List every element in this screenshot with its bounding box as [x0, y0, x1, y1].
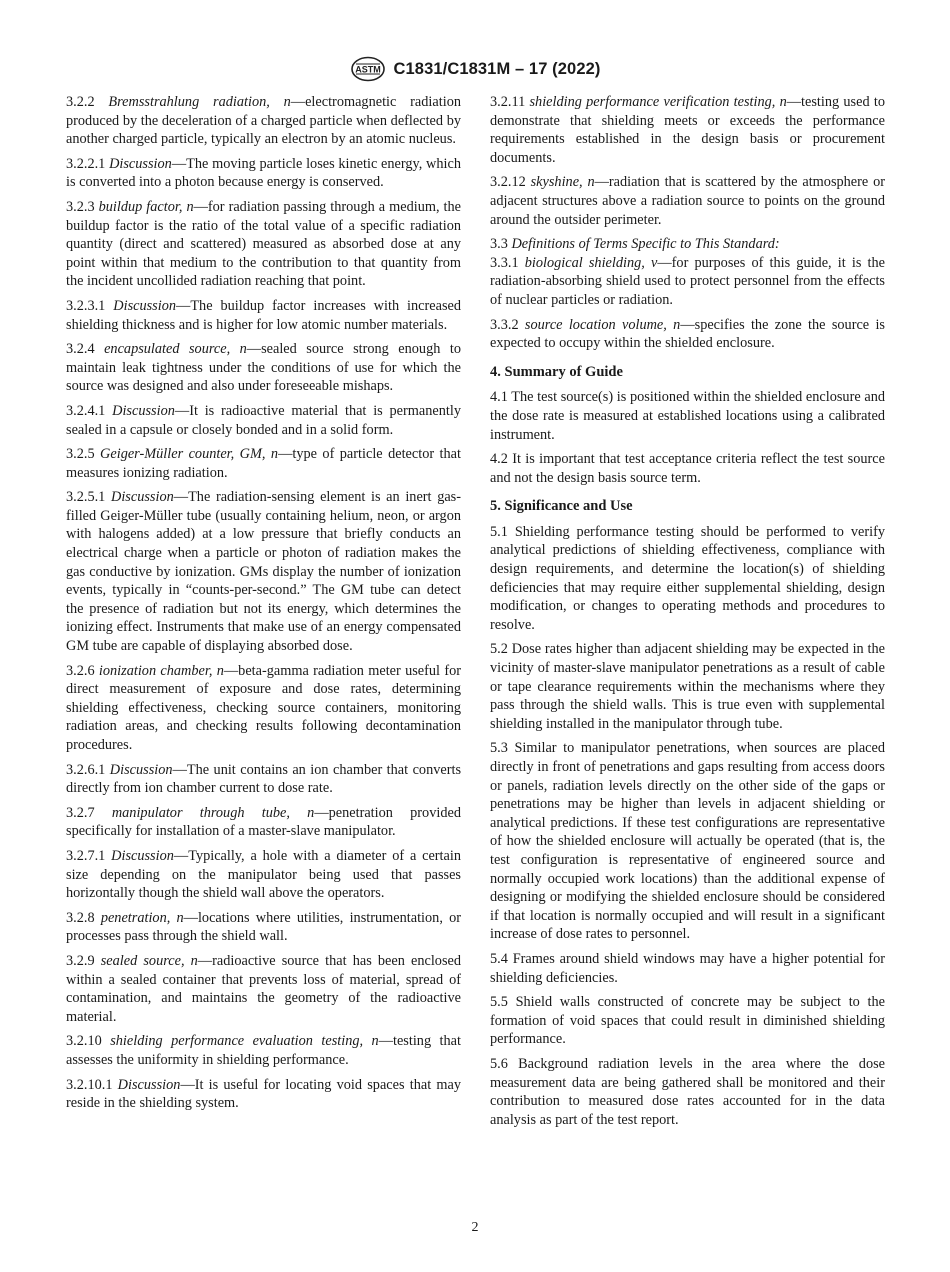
- definition-term: Discussion: [113, 297, 177, 314]
- definition-text: —The moving particle loses kinetic energy, which is converted into a photon because energy is conserved.: [66, 155, 461, 191]
- definition-number: 3.2.10.1: [66, 1076, 113, 1093]
- definition-paragraph: [66, 93, 461, 149]
- subsection-number: 3.3: [490, 236, 508, 253]
- definition-number: 3.2.7.1: [66, 847, 106, 864]
- definition-term: Discussion: [117, 1076, 181, 1093]
- definition-term: source location volume, n: [524, 316, 681, 333]
- definition-text: —for radiation passing through a medium, the buildup factor is the ratio of the total value of a specific radiation quantity (direct and scattered) measured as absorbed dose at any point within that medium to the contribution to that quantity from the incident uncollided radiation reaching that point.: [66, 198, 462, 290]
- definition-text: —The radiation-sensing element is an inert gas-filled Geiger-Müller tube (usually containing helium, neon, or argon with halogens added) at a low pressure that briefly conducts an electrical charge when a particle or photon of radiation makes the gas conductive by ionization. GMs display the number of ionization events, typically in “counts-per-second.” The GM tube can detect the presence of radiation but not its energy, which determines the ionizing effect. Instruments that make use of an energy compensated GM tube are capable of displaying absorbed dose.: [66, 489, 462, 655]
- definition-text: —The unit contains an ion chamber that converts directly from ion chamber current to dose rate.: [66, 761, 462, 797]
- definition-number: 3.2.2.1: [66, 155, 106, 172]
- definition-number: 3.2.10: [66, 1033, 102, 1050]
- definition-text: —locations where utilities, instrumentation, or processes pass through the shield wall.: [66, 909, 462, 945]
- definition-term: Discussion: [112, 402, 175, 419]
- definition-text: —type of particle detector that measures ionizing radiation.: [66, 446, 461, 481]
- definition-text: —radiation that is scattered by the atmosphere or adjacent structures above a radiation source to points on the ground around the outsider perimeter.: [490, 174, 886, 228]
- definition-number: 3.2.3: [66, 198, 95, 215]
- definition-text: —Typically, a hole with a diameter of a certain size depending on the manipulator being used that passes horizontally though the shield wall above the operators.: [66, 847, 461, 902]
- definition-text: —sealed source strong enough to maintain leak tightness under the conditions of use for which the source was designed and also under foreseeable mishaps.: [66, 341, 461, 395]
- definition-text: —radioactive source that has been enclosed within a sealed container that prevents loss of material, spread of contamination, and maintains the geometry of the radioactive material.: [66, 952, 462, 1025]
- definition-paragraph: [66, 402, 461, 439]
- definition-term: Bremsstrahlung radiation, n: [108, 94, 291, 110]
- section-heading: 4. Summary of Guide: [490, 363, 623, 380]
- document-id: C1831/C1831M – 17 (2022): [393, 59, 601, 78]
- definition-text: —electromagnetic radiation produced by the deceleration of a charged particle when deflected by another charged particle, typically an electron by an atomic nucleus.: [66, 94, 461, 148]
- definition-paragraph: [66, 1032, 461, 1069]
- definition-text: —penetration provided specifically for installation of a master-slave manipulator.: [66, 804, 461, 840]
- definition-number: 3.2.2: [66, 94, 95, 110]
- subsection-title: Definitions of Terms Specific to This Standard:: [511, 236, 780, 253]
- definition-text: —testing that assesses the uniformity in shielding performance.: [66, 1033, 461, 1068]
- definition-term: skyshine, n: [530, 174, 595, 191]
- definition-term: Discussion: [111, 847, 174, 864]
- body-paragraph: 4.1 The test source(s) is positioned within the shielded enclosure and the dose rate is measured at established locations using a calibrated instrument.: [490, 389, 885, 443]
- definition-number: 3.2.11: [490, 94, 526, 110]
- definition-paragraph: [66, 909, 461, 946]
- astm-logo-icon: [350, 56, 386, 82]
- definition-number: 3.2.3.1: [66, 297, 106, 314]
- definition-number: 3.2.6.1: [66, 761, 106, 778]
- definition-term: buildup factor, n: [98, 198, 194, 215]
- definition-number: 3.2.5: [66, 446, 95, 463]
- body-paragraph: 5.4 Frames around shield windows may have a higher potential for shielding deficiencies.: [490, 950, 885, 986]
- definition-text: —It is radioactive material that is permanently sealed in a capsule or closely bonded and in a solid form.: [66, 402, 461, 438]
- definition-text: —beta-gamma radiation meter useful for direct measurement of exposure and dose rates, determining shielding effectiveness, checking source containers, monitoring radiation areas, and checking results following decontamination procedures.: [66, 662, 462, 753]
- definition-number: 3.3.1: [490, 254, 519, 271]
- definition-text: —for purposes of this guide, it is the radiation-absorbing shield used to protect personnel from the effects of nuclear particles or radiation.: [490, 254, 886, 308]
- definition-term: Geiger-Müller counter, GM, n: [100, 446, 279, 463]
- definition-term: shielding performance verification testing, n: [529, 94, 787, 110]
- left-column: [66, 93, 461, 1119]
- definition-term: encapsulated source, n: [104, 341, 247, 358]
- definition-term: shielding performance evaluation testing, n: [110, 1033, 379, 1050]
- definition-number: 3.3.2: [490, 316, 519, 333]
- definition-number: 3.2.7: [66, 804, 95, 821]
- body-paragraph: 5.3 Similar to manipulator penetrations, when sources are placed directly in front of penetrations and gaps resulting from access doors or panels, radiation levels directly on the other side of the gaps or penetrations may be higher than levels in adjacent shielding or analytical predictions. If these test configurations are representative of how the shielded enclosure will actually be operated (that is, the test configuration is representative of engineered source and normally occupied work locations) than the additional expense of designing or modifying the shielded enclosure should be considered if that location is normally occupied and will result in a significant increase of dose rates to personnel.: [490, 740, 885, 943]
- section-heading: 5. Significance and Use: [490, 498, 633, 515]
- definition-paragraph: [66, 340, 461, 396]
- right-column: [490, 93, 885, 1135]
- logo-text: ASTM: [354, 64, 381, 75]
- definition-paragraph: [66, 155, 461, 192]
- definition-paragraph: [66, 297, 461, 334]
- definition-paragraph: [66, 445, 461, 482]
- definition-term: Discussion: [109, 155, 172, 172]
- definition-term: sealed source, n: [100, 952, 198, 969]
- definition-number: 3.2.4: [66, 341, 95, 358]
- body-paragraph: 5.1 Shielding performance testing should be performed to verify analytical predictions of shielding effectiveness, compliance with design requirements, and determine the location(s) of shielding deficiencies that may require either supplemental shielding, design modification, or changes to operating methods and procedures to resolve.: [490, 523, 885, 633]
- definition-paragraph: [490, 173, 885, 229]
- body-paragraph: 4.2 It is important that test acceptance criteria reflect the test source and not the design basis source term.: [490, 451, 885, 486]
- body-paragraph: 5.2 Dose rates higher than adjacent shielding may be expected in the vicinity of master-slave manipulator penetrations as a result of cable or tape clearance requirements within the mechanisms where they pass through the shield walls. This is true even with supplemental shielding installed in the manipulator through tube.: [490, 641, 885, 732]
- definition-term: manipulator through tube, n: [111, 804, 315, 821]
- definition-paragraph: [66, 198, 461, 291]
- body-paragraph: 5.6 Background radiation levels in the area where the dose measurement data are being gathered shall be monitored and their contribution to measured dose rates accounted for in the data analysis as part of the test report.: [490, 1055, 885, 1128]
- definition-text: —The buildup factor increases with increased shielding thickness and is higher for low atomic number materials.: [66, 297, 462, 333]
- definition-term: ionization chamber, n: [98, 662, 224, 679]
- definition-text: —testing used to demonstrate that shielding meets or exceeds the performance requirements established in the design basis or procurement documents.: [490, 94, 885, 166]
- definition-paragraph: [66, 952, 461, 1026]
- definition-number: 3.2.5.1: [66, 489, 106, 506]
- definition-paragraph: [66, 488, 461, 655]
- subsection-heading: [490, 235, 885, 254]
- definition-paragraph: [66, 847, 461, 903]
- page-number: 2: [471, 1220, 479, 1235]
- page-header: [0, 56, 950, 82]
- definition-term: penetration, n: [100, 909, 184, 926]
- definition-term: Discussion: [111, 489, 174, 506]
- definition-number: 3.2.6: [66, 662, 95, 679]
- definition-number: 3.2.8: [66, 909, 95, 926]
- definition-text: —specifies the zone the source is expected to occupy within the shielded enclosure.: [490, 316, 885, 352]
- definition-paragraph: [66, 804, 461, 841]
- definition-paragraph: [490, 93, 885, 167]
- definition-term: biological shielding, v: [524, 254, 658, 271]
- definition-number: 3.2.9: [66, 952, 95, 969]
- definition-paragraph: [66, 662, 461, 755]
- definition-paragraph: [66, 761, 461, 798]
- definition-paragraph: [490, 316, 885, 353]
- definition-text: —It is useful for locating void spaces that may reside in the shielding system.: [66, 1076, 462, 1112]
- definition-paragraph: [66, 1076, 461, 1113]
- definition-number: 3.2.12: [490, 174, 526, 191]
- definition-number: 3.2.4.1: [66, 402, 106, 419]
- definition-paragraph: [490, 254, 885, 310]
- body-paragraph: 5.5 Shield walls constructed of concrete may be subject to the formation of void spaces that could result in diminished shielding performance.: [490, 994, 885, 1048]
- definition-term: Discussion: [109, 761, 173, 778]
